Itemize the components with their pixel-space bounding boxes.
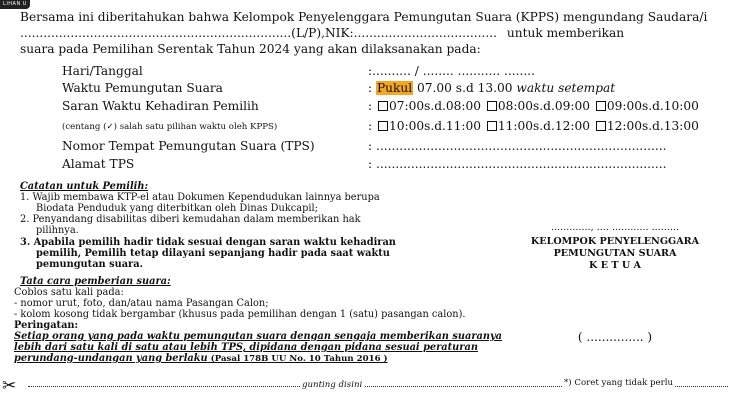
note-3-line-3: pemungutan suara.: [36, 259, 143, 270]
time-label: Waktu Pemungutan Suara: [62, 81, 223, 95]
signature-org-line-2: PEMUNGUTAN SUARA: [553, 248, 677, 259]
intro-line-2: [20, 26, 624, 40]
slot-checkbox-6[interactable]: [596, 121, 606, 131]
slot-label-3: 09:00s.d.10:00: [606, 99, 699, 113]
procedure-title: Tata cara pemberian suara:: [20, 276, 171, 287]
slot-label-4: 10:00s.d.11:00: [388, 119, 482, 133]
intro-line-3: suara pada Pemilihan Serentak Tahun 2024 yang akan dilaksanakan pada:: [20, 42, 481, 56]
arrival-slots-row-1: : 07:00s.d.08:00 08:00s.d.09:00 09:00s.d.10:00: [368, 99, 699, 113]
note-3-line-1: 3. Apabila pemilih hadir tidak sesuai dengan saran waktu kehadiran: [20, 237, 396, 248]
time-value: [368, 81, 615, 95]
intro-line-2-tail: untuk memberikan: [506, 26, 625, 40]
arrival-slots-row-2: : 10:00s.d.11:00 11:00s.d.12:00 12:00s.d.13:00: [368, 119, 699, 133]
procedure-line-2: - nomor urut, foto, dan/atau nama Pasangan Calon;: [14, 298, 269, 309]
voter-name-nik-blank: ......................................................................(L/P),NIK:.....................................: [20, 26, 497, 40]
warning-title: Peringatan:: [14, 320, 79, 331]
notes-title: Catatan untuk Pemilih:: [20, 181, 149, 192]
time-range: 07.00 s.d 13.00: [413, 81, 517, 95]
note-2-line-1: 2. Penyandang disabilitas diberi kemudahan dalam memberikan hak: [20, 214, 361, 225]
slot-label-1: 07:00s.d.08:00: [388, 99, 482, 113]
warning-line-3: [14, 353, 388, 365]
procedure-line-1: Coblos satu kali pada:: [14, 287, 124, 298]
slot-checkbox-4[interactable]: [378, 121, 388, 131]
warning-law-ref: (Pasal 178B UU No. 10 Tahun 2016 ): [207, 354, 388, 364]
strike-note: *) Coret yang tidak perlu: [564, 378, 673, 388]
slot-label-2: 08:00s.d.09:00: [497, 99, 590, 113]
time-zone-note: waktu setempat: [516, 81, 616, 95]
warning-line-1: Setiap orang yang pada waktu pemungutan suara dengan sengaja memberikan suaranya: [14, 331, 503, 342]
signature-name-blank: ( ............... ): [577, 330, 653, 344]
slot-label-5: 11:00s.d.12:00: [497, 119, 590, 133]
signature-date-line: ............., .... ............ .........: [550, 222, 680, 233]
note-3-line-2: pemilih, Pemilih tetap dilayani sepanjang hadir pada saat waktu: [36, 248, 390, 259]
signature-org-line-1: KELOMPOK PENYELENGGARA: [530, 236, 700, 247]
slot-checkbox-5[interactable]: [487, 121, 497, 131]
date-label: Hari/Tanggal: [62, 64, 143, 78]
tps-label: Nomor Tempat Pemungutan Suara (TPS): [62, 139, 315, 153]
warning-law-text: perundang-undangan yang berlaku: [14, 353, 208, 364]
procedure-line-3: - kolom kosong tidak bergambar (khusus pada pemilihan dengan 1 (satu) pasangan calon).: [14, 309, 466, 320]
note-1-line-1: 1. Wajib membawa KTP-el atau Dokumen Kependudukan lainnya berupa: [20, 192, 380, 203]
note-1-line-2: Biodata Penduduk yang diterbitkan oleh Dinas Dukcapil;: [36, 203, 318, 214]
date-value: :.......... / ........ ........... ........: [368, 64, 536, 78]
arrival-label: Saran Waktu Kehadiran Pemilih: [62, 99, 259, 113]
signature-role: K E T U A: [589, 260, 641, 271]
time-highlight: Pukul: [376, 81, 413, 95]
address-label: Alamat TPS: [62, 157, 135, 171]
corner-logo: LIHAN U: [0, 0, 30, 9]
warning-line-2: lebih dari satu kali di satu atau lebih TPS, dipidana dengan pidana sesuai peraturan: [14, 342, 478, 353]
cut-label: gunting disini: [302, 380, 363, 390]
slot-checkbox-2[interactable]: [487, 101, 497, 111]
scissors-icon: ✂: [2, 376, 17, 396]
note-2-line-2: pilihnya.: [36, 225, 79, 236]
address-value: : ...........................................................................: [368, 157, 667, 171]
tps-value: : ...........................................................................: [368, 139, 667, 153]
slot-checkbox-1[interactable]: [378, 101, 388, 111]
arrival-note: (centang (✓) salah satu pilihan waktu oleh KPPS): [62, 122, 278, 132]
time-colon: :: [368, 81, 376, 95]
intro-line-1: Bersama ini diberitahukan bahwa Kelompok Penyelenggara Pemungutan Suara (KPPS) mengundang Saudara/i: [20, 10, 708, 24]
slot-checkbox-3[interactable]: [596, 101, 606, 111]
slot-label-6: 12:00s.d.13:00: [606, 119, 699, 133]
